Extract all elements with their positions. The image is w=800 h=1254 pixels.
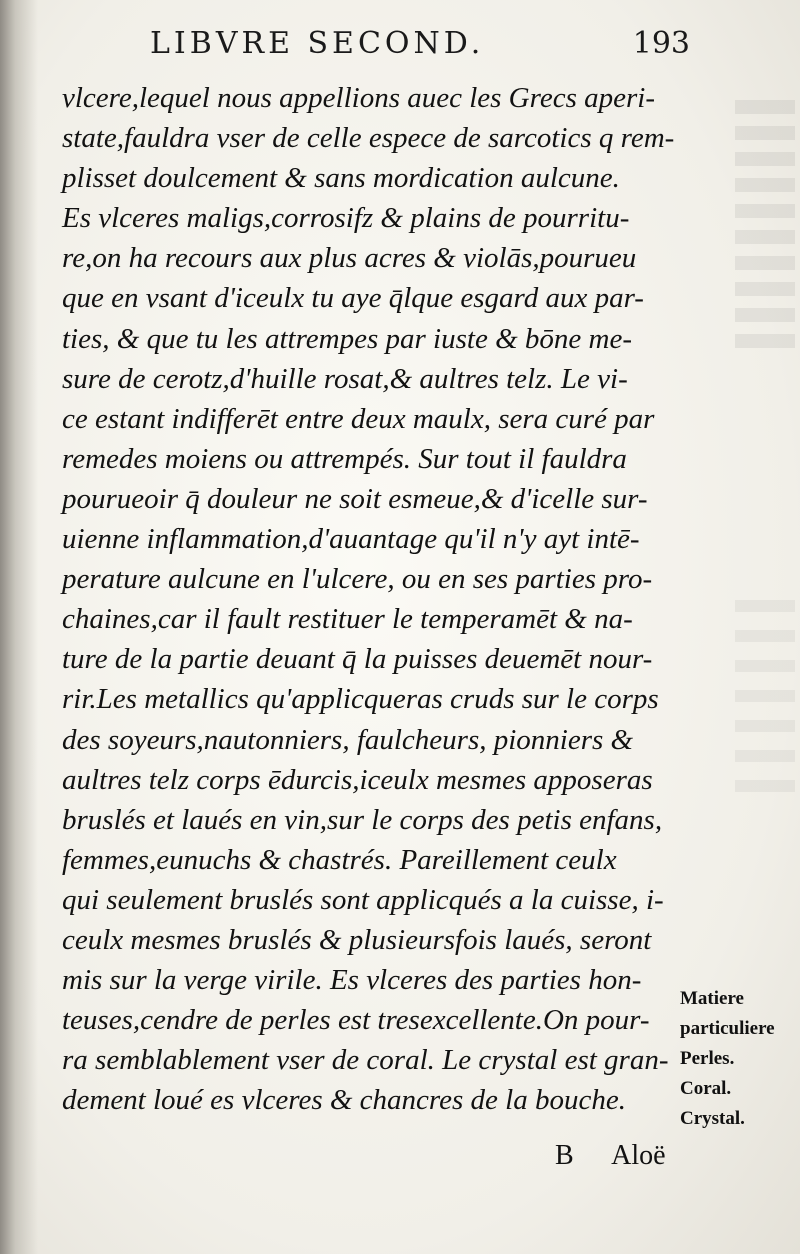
text-line: remedes moiens ou attrempés. Sur tout il fauldra: [62, 442, 627, 475]
text-line: que en vsant d'iceulx tu aye q̄lque esgard aux par-: [62, 282, 644, 315]
text-line: plisset doulcement & sans mordication aulcune.: [62, 162, 620, 195]
binding-gutter: [0, 0, 38, 1254]
margin-note: particuliere: [680, 1018, 775, 1039]
main-text-block: [62, 78, 682, 1120]
margin-note: Perles.: [680, 1048, 735, 1069]
catchline: [555, 1140, 666, 1172]
margin-note: Crystal.: [680, 1108, 745, 1129]
text-line: ties, & que tu les attrempes par iuste & bōne me-: [62, 322, 632, 355]
text-line: ceulx mesmes bruslés & plusieursfois laués, seront: [62, 923, 652, 956]
signature-mark: B: [555, 1140, 574, 1171]
text-line: mis sur la verge virile. Es vlceres des parties hon-: [62, 964, 642, 997]
text-line: teuses,cendre de perles est tresexcellente.On pour-: [62, 1004, 650, 1037]
text-line: dement loué es vlceres & chancres de la bouche.: [62, 1084, 626, 1117]
text-line: ra semblablement vser de coral. Le crystal est gran-: [62, 1044, 669, 1077]
text-line: re,on ha recours aux plus acres & violās,pourueu: [62, 242, 637, 275]
text-line: sure de cerotz,d'huille rosat,& aultres telz. Le vi-: [62, 362, 628, 395]
text-line: qui seulement bruslés sont applicqués a la cuisse, i-: [62, 883, 664, 916]
margin-note: Coral.: [680, 1078, 732, 1099]
text-line: uienne inflammation,d'auantage qu'il n'y ayt intē-: [62, 523, 640, 556]
text-line: Es vlceres maligs,corrosifz & plains de pourritu-: [62, 202, 630, 235]
running-head: [150, 26, 690, 66]
text-line: aultres telz corps ēdurcis,iceulx mesmes apposeras: [62, 763, 653, 796]
text-line: state,fauldra vser de celle espece de sarcotics q rem-: [62, 122, 675, 155]
text-line: des soyeurs,nautonniers, faulcheurs, pionniers &: [62, 723, 634, 756]
text-line: rir.Les metallics qu'applicqueras cruds sur le corps: [62, 683, 659, 716]
text-line: chaines,car il fault restituer le temperamēt & na-: [62, 603, 633, 636]
page-number: 193: [632, 26, 690, 61]
marginal-notes: [680, 984, 790, 1134]
margin-note: Matiere: [680, 988, 744, 1009]
text-line: perature aulcune en l'ulcere, ou en ses parties pro-: [62, 563, 653, 596]
text-line: ture de la partie deuant q̄ la puisses deuemēt nour-: [62, 643, 653, 676]
show-through-right: [735, 100, 795, 360]
show-through-mid: [735, 600, 795, 800]
text-line: vlcere,lequel nous appellions auec les Grecs aperi-: [62, 82, 655, 114]
text-line: bruslés et laués en vin,sur le corps des petis enfans,: [62, 803, 663, 836]
text-line: femmes,eunuchs & chastrés. Pareillement ceulx: [62, 843, 617, 876]
text-line: ce estant indifferēt entre deux maulx, sera curé par: [62, 402, 655, 435]
running-head-title: LIBVRE SECOND.: [150, 26, 485, 61]
text-line: pourueoir q̄ douleur ne soit esmeue,& d'icelle sur-: [62, 482, 648, 515]
catchword: Aloë: [611, 1140, 666, 1171]
